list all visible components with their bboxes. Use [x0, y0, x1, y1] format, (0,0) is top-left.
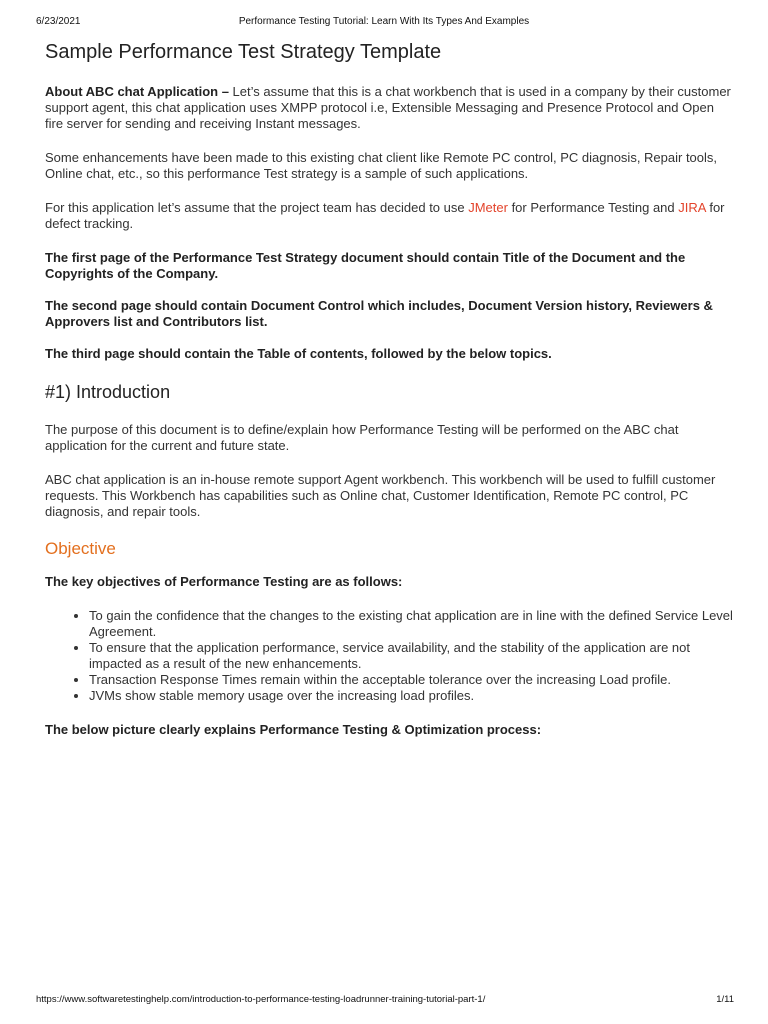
intro-app-paragraph: ABC chat application is an in-house remote support Agent workbench. This workbench will be used to fulfill customer requests. This Workbench has capabilities such as Online chat, Customer Identification, Remote PC control, PC diagnosis, and repair tools. [45, 472, 716, 519]
tools-text-after: for defect tracking. [45, 200, 725, 231]
page-url: https://www.softwaretestinghelp.com/introduction-to-performance-testing-loadrunner-training-tutorial-part-1/ [36, 994, 486, 1005]
about-lead: About ABC chat Application – [45, 84, 229, 99]
document-body [45, 38, 735, 756]
objectives-list [45, 608, 735, 704]
page-number: 1/11 [716, 994, 734, 1005]
print-header [0, 16, 768, 30]
jmeter-link[interactable]: JMeter [468, 200, 508, 215]
document-title: Sample Performance Test Strategy Template [45, 41, 442, 63]
print-date: 6/23/2021 [36, 16, 81, 27]
objective-heading: Objective [45, 539, 116, 558]
second-page-note: The second page should contain Document Control which includes, Document Version history, Reviewers & Approvers list and Contributors list. [45, 298, 713, 329]
jira-link[interactable]: JIRA [678, 200, 706, 215]
about-text: Let’s assume that this is a chat workbench that is used in a company by their customer support agent, this chat application uses XMPP protocol i.e, Extensible Messaging and Presence Protocol and Open fire server for sending and receiving Instant messages. [45, 84, 731, 131]
tools-text-before: For this application let’s assume that the project team has decided to use [45, 200, 469, 215]
third-page-note: The third page should contain the Table of contents, followed by the below topics. [45, 346, 552, 361]
intro-purpose-paragraph: The purpose of this document is to define/explain how Performance Testing will be performed on the ABC chat application for the current and future state. [45, 422, 679, 453]
enhancements-paragraph: Some enhancements have been made to this existing chat client like Remote PC control, PC diagnosis, Repair tools, Online chat, etc., so this performance Test strategy is a sample of such applications. [45, 150, 718, 181]
first-page-note: The first page of the Performance Test Strategy document should contain Title of the Document and the Copyrights of the Company. [45, 250, 686, 281]
list-item: • Transaction Response Times remain within the acceptable tolerance over the increasing Load profile. [89, 672, 735, 688]
list-item: • JVMs show stable memory usage over the increasing load profiles. [89, 688, 735, 704]
list-item: • To gain the confidence that the changes to the existing chat application are in line with the defined Service Level Agreement. [89, 608, 735, 640]
introduction-heading: #1) Introduction [45, 382, 171, 402]
objectives-intro: The key objectives of Performance Testing are as follows: [45, 574, 403, 589]
list-item: • To ensure that the application performance, service availability, and the stability of the application are not impacted as a result of the new enhancements. [89, 640, 735, 672]
tools-text-middle: for Performance Testing and [507, 200, 679, 215]
about-paragraph [45, 84, 735, 132]
picture-caption: The below picture clearly explains Performance Testing & Optimization process: [45, 722, 542, 737]
print-footer [0, 994, 768, 1008]
tools-paragraph [45, 200, 735, 232]
print-page-title: Performance Testing Tutorial: Learn With Its Types And Examples [238, 16, 530, 27]
